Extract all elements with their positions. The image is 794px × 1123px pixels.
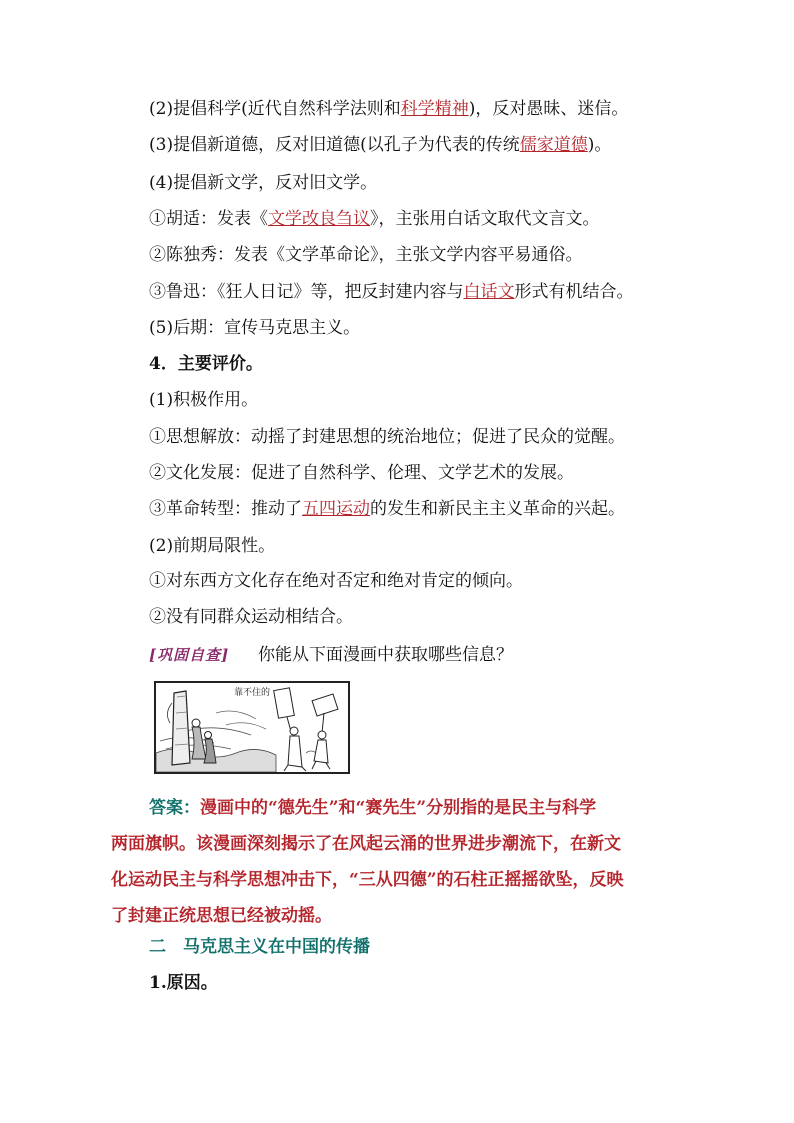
line-text: 形式有机结合。 (514, 282, 634, 302)
section-subitem: 1.原因。 (149, 973, 218, 993)
text-line: (2)前期局限性。 (149, 536, 276, 556)
answer-block (111, 790, 691, 934)
line-text: (2)提倡科学(近代自然科学法则和 (149, 99, 401, 119)
section-item-heading: 4．主要评价。 (149, 354, 263, 374)
section-heading: 二 马克思主义在中国的传播 (149, 937, 370, 957)
line-text: (3)提倡新道德，反对旧道德(以孔子为代表的传统 (149, 135, 520, 155)
line-text: 的发生和新民主主义革命的兴起。 (370, 499, 625, 519)
text-line (149, 133, 611, 157)
answer-line: 化运动民主与科学思想冲击下，“三从四德”的石柱正摇摇欲坠，反映 (111, 870, 624, 890)
line-text: )。 (587, 135, 612, 155)
text-line (149, 207, 600, 231)
highlight-term: 儒家道德 (519, 135, 588, 155)
answer-line: 了封建正统思想已经被动摇。 (111, 906, 332, 926)
self-check-tag: [巩固自查] (149, 646, 230, 664)
comic-caption: 靠不住的 (234, 688, 271, 698)
text-line (149, 497, 625, 521)
highlight-term: 文学改良刍议 (268, 209, 370, 229)
highlight-term: 科学精神 (400, 99, 469, 119)
line-text: ③鲁迅：《狂人日记》等，把反封建内容与 (149, 282, 464, 302)
text-line: ②文化发展：促进了自然科学、伦理、文学艺术的发展。 (149, 463, 574, 483)
answer-line: 两面旗帜。该漫画深刻揭示了在风起云涌的世界进步潮流下，在新文 (111, 834, 621, 854)
line-text: )，反对愚昧、迷信。 (468, 99, 629, 119)
answer-line (111, 790, 691, 826)
text-line: (5)后期：宣传马克思主义。 (149, 318, 361, 338)
line-text: ①胡适：发表《 (149, 209, 268, 229)
text-line (149, 280, 634, 304)
comic-illustration (154, 681, 350, 774)
line-text: 》，主张用白话文取代文言文。 (370, 209, 600, 229)
text-line: ①对东西方文化存在绝对否定和绝对肯定的倾向。 (149, 571, 523, 591)
answer-label: 答案： (149, 798, 200, 818)
text-line: ②陈独秀：发表《文学革命论》，主张文学内容平易通俗。 (149, 245, 583, 265)
answer-text: 漫画中的“德先生”和“赛先生”分别指的是民主与科学 (200, 798, 597, 818)
self-check-row (149, 643, 513, 667)
line-text: ③革命转型：推动了 (149, 499, 302, 519)
comic-drawing (156, 683, 348, 772)
text-line: ①思想解放：动摇了封建思想的统治地位；促进了民众的觉醒。 (149, 427, 625, 447)
highlight-term: 五四运动 (302, 499, 370, 519)
text-line: ②没有同群众运动相结合。 (149, 607, 353, 627)
self-check-question: 你能从下面漫画中获取哪些信息？ (258, 645, 514, 665)
text-line: (1)积极作用。 (149, 390, 259, 410)
text-line: (4)提倡新文学，反对旧文学。 (149, 173, 378, 193)
highlight-term: 白话文 (463, 282, 515, 302)
text-line (149, 97, 628, 121)
